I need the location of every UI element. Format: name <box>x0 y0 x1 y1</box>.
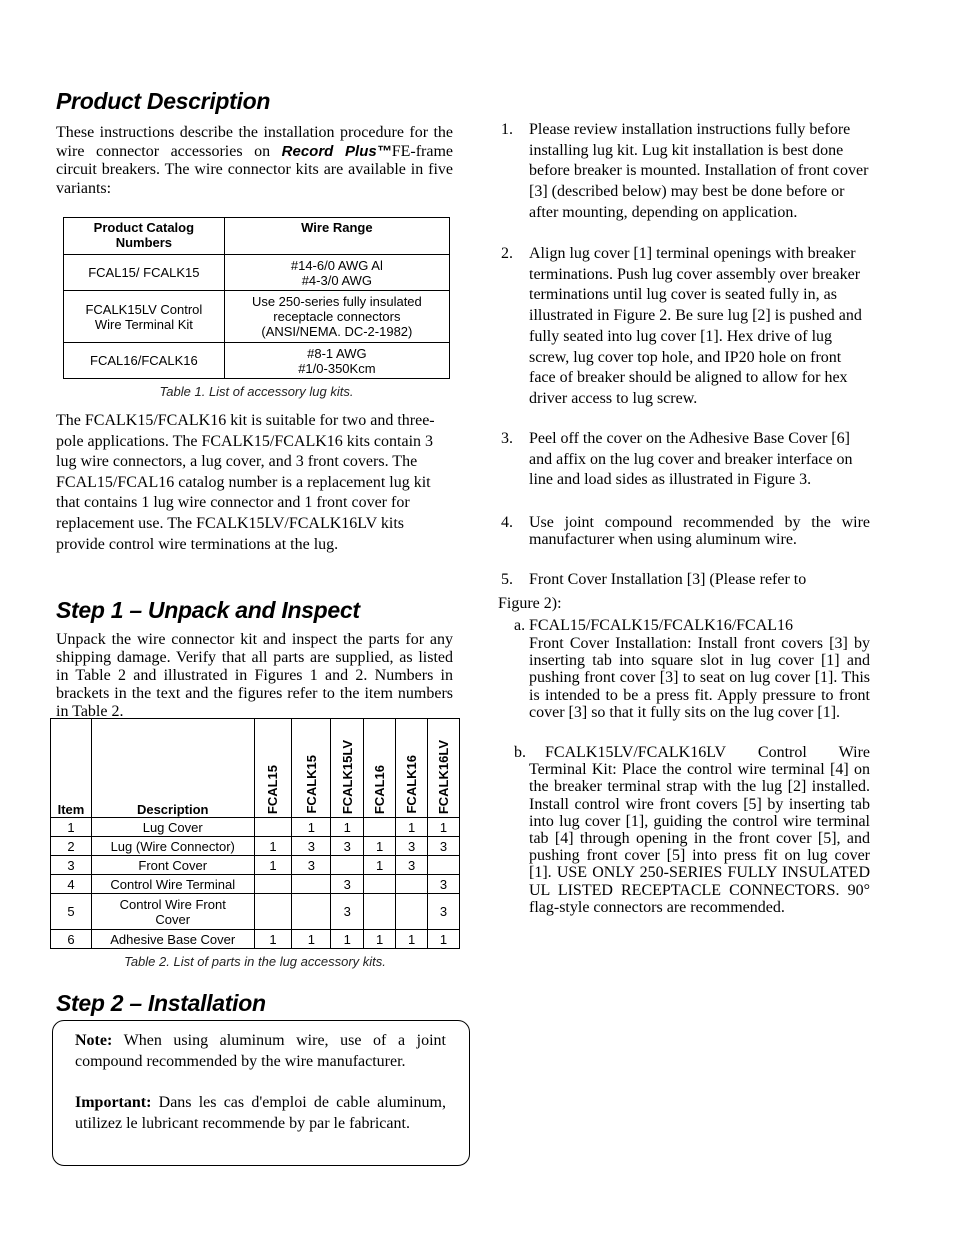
col-label: FCAL16 <box>372 764 388 814</box>
instruction-step <box>498 570 870 591</box>
qty-cell: 3 <box>331 875 364 894</box>
intro-text-2: FE-frame circuit breakers. The wire connector kits are available in five variants: <box>56 142 454 197</box>
table1-caption: Table 1. List of accessory lug kits. <box>159 384 354 399</box>
table1-header-catalog: Product Catalog Numbers <box>64 218 225 255</box>
description-cell: Front Cover <box>91 856 254 875</box>
item-cell: 4 <box>51 875 92 894</box>
table-row <box>51 930 460 949</box>
sub-item-b-text: FCALK15LV/FCALK16LV Control Wire Terminal Kit: Place the control wire terminal [4] on the breaker terminal strap with the lug [2] installed. Install control wire front covers [5] by inserting tab into lug cover [1], guiding the control wire terminal tab [4] through opening in the front cover [5], and pushing front cover [5] into press fit on lug cover [1]. USE ONLY 250-SERIES FULLY INSULATED UL LISTED RECEPTACLE CONNECTORS. 90° flag-style connectors are recommended. <box>529 744 870 916</box>
qty-cell <box>331 856 364 875</box>
parts-list-table <box>50 718 460 949</box>
qty-cell: 1 <box>428 930 460 949</box>
step1-heading: Step 1 – Unpack and Inspect <box>56 597 360 623</box>
step-text: Use joint compound recommended by the wire manufacturer when using aluminum wire. <box>529 514 870 548</box>
qty-cell: 1 <box>254 856 292 875</box>
col-label: FCALK16LV <box>436 739 452 814</box>
table-row <box>51 818 460 837</box>
table-row <box>51 894 460 930</box>
range-line: #8-1 AWG <box>307 345 367 361</box>
sub-item-a-text: Front Cover Installation: Install front covers [3] by inserting tab into square slot in lug cover [1] and pushing front cover [3] to seat on lug cover [1]. This is intended to be a press fit. Apply pressure to front cover [3] so that it fully sits on the lug cover [1]. <box>529 635 870 721</box>
description-cell: Control Wire Front Cover <box>91 894 254 930</box>
range-line: #1/0-350Kcm <box>298 360 376 376</box>
table1-catalog-cell: FCALK15LV Control Wire Terminal Kit <box>64 291 225 343</box>
table2-header-item: Item <box>51 719 92 818</box>
table1-range-cell <box>224 255 449 291</box>
step-number: 4. <box>501 514 513 531</box>
table2-header-col <box>331 719 364 818</box>
sub-item-b-label: b. <box>514 744 526 761</box>
qty-cell: 3 <box>428 837 460 856</box>
step1-paragraph: Unpack the wire connector kit and inspect the parts for any shipping damage. Verify that all parts are supplied, as listed in Table 2 and illustrated in Figures 1 and 2. Numbers in brackets in the text and the figures refer to the item numbers in Table 2. <box>56 631 453 720</box>
description-cell: Lug Cover <box>91 818 254 837</box>
qty-cell: 1 <box>396 930 428 949</box>
item-cell: 6 <box>51 930 92 949</box>
qty-cell <box>364 875 396 894</box>
col-label: FCALK15 <box>303 755 319 814</box>
figure-ref: Figure 2): <box>498 595 562 612</box>
qty-cell <box>254 875 292 894</box>
note-paragraph <box>75 1031 446 1072</box>
instruction-step <box>498 514 870 548</box>
step-number: 5. <box>501 571 513 588</box>
qty-cell: 1 <box>364 837 396 856</box>
qty-cell <box>292 894 331 930</box>
qty-cell: 1 <box>254 930 292 949</box>
qty-cell <box>396 875 428 894</box>
table2-header-col <box>364 719 396 818</box>
col-label: FCALK16 <box>404 755 420 814</box>
step-number: 2. <box>501 245 513 262</box>
step-text: Align lug cover [1] terminal openings with breaker terminations. Push lug cover assembly over breaker terminations until lug cover is seated fully in, as illustrated in Figure 2. Be sure lug [2] is pushed and fully seated into lug cover [1]. Hex drive of lug screw, lug cover top hole, and IP20 hole on front face of breaker should be aligned to allow for hex driver access to lug screw. <box>529 245 862 407</box>
qty-cell <box>396 894 428 930</box>
instruction-step <box>498 244 870 410</box>
item-cell: 5 <box>51 894 92 930</box>
qty-cell <box>254 894 292 930</box>
range-line: receptacle connectors <box>273 309 401 324</box>
qty-cell <box>364 894 396 930</box>
description-cell: Adhesive Base Cover <box>91 930 254 949</box>
important-paragraph <box>75 1093 446 1134</box>
step2-heading: Step 2 – Installation <box>56 990 266 1016</box>
col-label: FCAL15 <box>265 764 281 814</box>
qty-cell <box>254 818 292 837</box>
qty-cell: 3 <box>292 837 331 856</box>
step-text: Peel off the cover on the Adhesive Base Cover [6] and affix on the lug cover and breaker interface on line and load sides as illustrated in Figure 3. <box>529 430 853 489</box>
important-label: Important: <box>75 1094 152 1111</box>
table1-range-cell <box>224 291 449 343</box>
description-cell: Control Wire Terminal <box>91 875 254 894</box>
qty-cell <box>364 818 396 837</box>
range-line: (ANSI/NEMA. DC-2-1982) <box>261 324 413 339</box>
intro-text-1: These instructions describe the installation procedure for the wire connector accessories on <box>56 124 453 160</box>
table-row <box>51 856 460 875</box>
qty-cell: 1 <box>254 837 292 856</box>
table2-header-col <box>396 719 428 818</box>
step-text: Please review installation instructions fully before installing lug kit. Lug kit installation is best done before breaker is mounted. Installation of front cover [3] (described below) may best be done before or after mounting, depending on application. <box>529 121 869 221</box>
qty-cell <box>428 856 460 875</box>
qty-cell: 3 <box>331 837 364 856</box>
table1-catalog-cell: FCAL15/ FCALK15 <box>64 255 225 291</box>
table-row <box>51 837 460 856</box>
intro-paragraph <box>56 124 453 198</box>
table2-header-col <box>292 719 331 818</box>
range-line: Use 250-series fully insulated <box>251 294 422 309</box>
item-cell: 2 <box>51 837 92 856</box>
note-text: When using aluminum wire, use of a joint compound recommended by the wire manufacturer. <box>75 1032 446 1070</box>
table1-header-wire-range: Wire Range <box>224 218 449 255</box>
instruction-step <box>498 120 870 224</box>
description-cell: Lug (Wire Connector) <box>91 837 254 856</box>
range-line: #14-6/0 AWG Al <box>290 257 383 273</box>
qty-cell: 3 <box>428 894 460 930</box>
item-cell: 1 <box>51 818 92 837</box>
qty-cell: 1 <box>364 856 396 875</box>
table1-range-cell <box>224 343 449 379</box>
qty-cell: 3 <box>331 894 364 930</box>
col-label: FCALK15LV <box>339 739 355 814</box>
product-description-heading: Product Description <box>56 88 271 114</box>
qty-cell: 1 <box>292 818 331 837</box>
table2-header-col <box>428 719 460 818</box>
qty-cell: 1 <box>364 930 396 949</box>
note-label: Note: <box>75 1032 113 1049</box>
table2-header-description: Description <box>91 719 254 818</box>
instruction-step <box>498 429 870 491</box>
sub-item-a-title: FCAL15/FCALK15/FCALK16/FCAL16 <box>529 617 794 634</box>
note-box <box>52 1020 470 1166</box>
table-row <box>51 875 460 894</box>
record-plus-brand: Record Plus™ <box>281 142 392 160</box>
sub-item-a-label: a. <box>514 617 526 634</box>
qty-cell: 1 <box>331 930 364 949</box>
table2-header-col <box>254 719 292 818</box>
kit-paragraph: The FCALK15/FCALK16 kit is suitable for two and three-pole applications. The FCALK15/FCALK16 kits contain 3 lug wire connectors, a lug cover, and 3 front covers. The FCAL15/FCAL16 catalog number is a replacement lug kit that contains 1 lug wire connector and 1 front cover for replacement use. The FCALK15LV/FCALK16LV kits provide control wire terminations at the lug. <box>56 412 435 553</box>
qty-cell: 1 <box>331 818 364 837</box>
step-text: Front Cover Installation [3] (Please refer to <box>529 571 807 588</box>
qty-cell: 3 <box>396 837 428 856</box>
qty-cell: 1 <box>292 930 331 949</box>
qty-cell: 3 <box>292 856 331 875</box>
qty-cell: 3 <box>428 875 460 894</box>
qty-cell: 3 <box>396 856 428 875</box>
range-line: #4-3/0 AWG <box>301 272 373 288</box>
important-text: Dans les cas d'emploi de cable aluminum, utilizez le lubricant recommende by par le fabricant. <box>75 1094 446 1132</box>
step-number: 1. <box>501 121 513 138</box>
step-number: 3. <box>501 430 513 447</box>
qty-cell: 1 <box>428 818 460 837</box>
accessory-lug-kits-table <box>63 217 450 379</box>
item-cell: 3 <box>51 856 92 875</box>
table2-caption: Table 2. List of parts in the lug accessory kits. <box>124 954 386 969</box>
table1-catalog-cell: FCAL16/FCALK16 <box>64 343 225 379</box>
qty-cell: 1 <box>396 818 428 837</box>
qty-cell <box>292 875 331 894</box>
